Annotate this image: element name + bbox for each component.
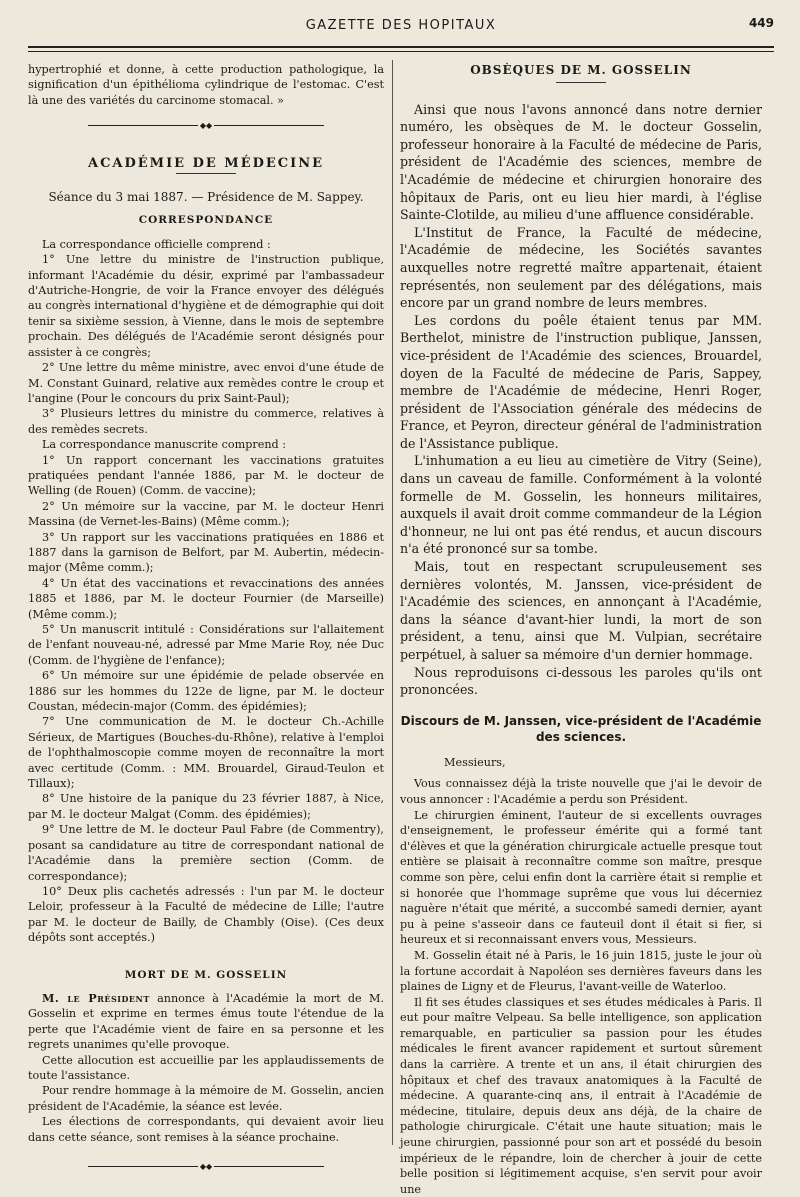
list-item: La correspondance manuscrite comprend : — [42, 438, 287, 452]
article-paragraph: Ainsi que nous l'avons annoncé dans notre dernier numéro, les obsèques de M. le docteur Gosselin, professeur honoraire à la Faculté de médecine de Paris, président de l'Académie des sciences, membre de l'Académie de médecine et chirurgien honoraire des hôpitaux de Paris, ont eu lieu hier mardi, à l'église Sainte-Clotilde, au milieu d'une affluence considérable. — [400, 101, 762, 223]
discours-paragraph: Il fit ses études classiques et ses études médicales à Paris. Il eut pour maître Velpeau. Sa belle intelligence, son application remarquable, en particulier sa passion pour les études médicales le firent avancer rapidement et surtout sûrement dans la carrière. A trente et un ans, il était chirurgien des hôpitaux et chef des travaux anatomiques à la Faculté de médecine. A quarante-cinq ans, il entrait à l'Académie de médecine, titulaire, depuis deux ans déjà, de la chaire de pathologie chirurgicale. C'était une haute situation; mais le jeune chirurgien, passionné pour son art et possédé du besoin impérieux de le répandre, loin de chercher à jouir de cette belle position si légitimement acquise, s'en servit pour avoir une — [400, 995, 762, 1196]
list-item: 5° Un manuscrit intitulé : Considérations sur l'allaitement de l'enfant nouveau-né, adressé par Mme Marie Roy, née Duc (Comm. de l'hygiène de l'enfance); — [28, 623, 384, 667]
ornament-divider: ◆◆ — [28, 118, 384, 133]
journal-title: GAZETTE DES HOPITAUX — [305, 18, 497, 33]
mort-heading: MORT DE M. GOSSELIN — [124, 968, 288, 981]
correspondance-heading: CORRESPONDANCE — [138, 214, 274, 227]
article-paragraph: Mais, tout en respectant scrupuleusement ses dernières volontés, M. Janssen, vice-président de l'Académie des sciences, en annonçant à l'Académie, dans la séance d'avant-hier lundi, la mort de son président, a tenu, ainsi que M. Vulpian, secrétaire perpétuel, à saluer sa mémoire d'un dernier hommage. — [400, 559, 762, 662]
title-underline — [176, 173, 236, 174]
discours-body — [400, 755, 762, 1197]
discours-paragraph: Vous connaissez déjà la triste nouvelle que j'ai le devoir de vous annoncer : l'Académie a perdu son Président. — [400, 777, 762, 806]
article-paragraph: Les cordons du poêle étaient tenus par MM. Berthelot, ministre de l'instruction publique, Janssen, vice-président de l'Académie des sciences, Brouardel, doyen de la Faculté de médecine de Paris, Sappey, membre de l'Académie de médecine, Henri Roger, président de l'Association générale des médecins de France, et Peyron, directeur général de l'administration de l'Assistance publique. — [400, 312, 762, 451]
article-paragraph: L'Institut de France, la Faculté de médecine, l'Académie de médecine, les Sociétés savantes auxquelles notre regretté maître appartenait, étaient représentés, non seulement par des délégations, mais encore par un grand nombre de leurs membres. — [400, 224, 762, 311]
list-item: 7° Une communication de M. le docteur Ch.-Achille Sérieux, de Martigues (Bouches-du-Rhône), relative à l'emploi de l'ophthalmoscopie comme moyen de reconnaître la mort avec certitude (Comm. : MM. Brouardel, Giraud-Teulon et Tillaux); — [28, 715, 384, 791]
left-column — [28, 62, 384, 1186]
discours-heading: Discours de M. Janssen, vice-président de l'Académie des sciences. — [400, 713, 762, 744]
list-item: La correspondance officielle comprend : — [42, 237, 271, 251]
page-header — [28, 10, 774, 48]
obseques-heading: OBSÈQUES DE M. GOSSELIN — [470, 63, 692, 77]
list-item: 1° Une lettre du ministre de l'instruction publique, informant l'Académie du désir, exprimé par l'ambassadeur d'Autriche-Hongrie, de voir la France envoyer des délégués au congrès international d'hygiène et de démographie qui doit tenir sa sixième session, à Vienne, dans le mois de septembre prochain. Des délégués de l'Académie seront désignés pour assister à ce congrès; — [28, 253, 384, 359]
list-item: 4° Un état des vaccinations et revaccinations des années 1885 et 1886, par M. le docteur Fournier (de Marseille) (Même comm.); — [28, 576, 384, 621]
list-item: 3° Plusieurs lettres du ministre du commerce, relatives à des remèdes secrets. — [28, 407, 384, 436]
mort-paragraph — [28, 991, 384, 1053]
right-column — [400, 62, 762, 1197]
mort-paragraph: Cette allocution est accueillie par les applaudissements de toute l'assistance. — [28, 1053, 384, 1082]
header-rule-thick — [28, 46, 774, 48]
intro-paragraph: hypertrophié et donne, à cette production pathologique, la signification d'un épithélioma cylindrique de l'estomac. C'est là une des variétés du carcinome stomacal. » — [28, 63, 384, 107]
list-item: 6° Un mémoire sur une épidémie de pelade observée en 1886 sur les hommes du 122e de ligne, par M. le docteur Coustan, médecin-major (Comm. des épidémies); — [28, 669, 384, 714]
discours-paragraph: M. Gosselin était né à Paris, le 16 juin 1815, juste le jour où la fortune accordait à Napoléon ses dernières faveurs dans les plaines de Ligny et de Fleurus, l'avant-veille de Waterloo. — [400, 948, 762, 994]
list-item: 2° Une lettre du même ministre, avec envoi d'une étude de M. Constant Guinard, relative aux remèdes contre le croup et l'angine (Pour le concours du prix Saint-Paul); — [28, 361, 384, 405]
salutation: Messieurs, — [444, 755, 506, 769]
title-underline — [556, 82, 606, 83]
article-paragraph: L'inhumation a eu lieu au cimetière de Vitry (Seine), dans un caveau de famille. Conformément à la volonté formelle de M. Gosselin, les honneurs militaires, auxquels il avait droit comme commandeur de la Légion d'honneur, ne lui ont pas été rendus, et aucun discours n'a été prononcé sur sa tombe. — [400, 453, 762, 557]
ornament-divider-bottom: ◆◆ — [28, 1159, 384, 1174]
list-item: 8° Une histoire de la panique du 23 février 1887, à Nice, par M. le docteur Malgat (Comm. des épidémies); — [28, 792, 384, 821]
header-rule-thin — [28, 51, 774, 52]
mort-paragraph: Pour rendre hommage à la mémoire de M. Gosselin, ancien président de l'Académie, la séance est levée. — [28, 1084, 384, 1113]
section-title: ACADÉMIE DE MÉDECINE — [87, 155, 324, 171]
list-item: 1° Un rapport concernant les vaccinations gratuites pratiquées pendant l'année 1886, par M. le docteur de Welling (de Rouen) (Comm. de vaccine); — [28, 453, 384, 498]
list-item: 3° Un rapport sur les vaccinations pratiquées en 1886 et 1887 dans la garnison de Belfort, par M. Aubertin, médecin-major (Même comm.); — [28, 530, 384, 575]
page-number: 449 — [748, 16, 774, 30]
seance-line: Séance du 3 mai 1887. — Présidence de M. Sappey. — [48, 190, 364, 205]
list-item: 2° Un mémoire sur la vaccine, par M. le docteur Henri Massina (de Vernet-les-Bains) (Même comm.); — [28, 499, 384, 529]
mort-paragraph: Les élections de correspondants, qui devaient avoir lieu dans cette séance, sont remises à la séance prochaine. — [28, 1115, 384, 1144]
article-paragraph: Nous reproduisons ci-dessous les paroles qu'ils ont prononcées. — [400, 664, 762, 698]
list-item: 9° Une lettre de M. le docteur Paul Fabre (de Commentry), posant sa candidature au titre de correspondant national de l'Académie dans la première section (Comm. de correspondance); — [28, 823, 384, 883]
column-divider — [392, 60, 393, 1145]
discours-paragraph: Le chirurgien éminent, l'auteur de si excellents ouvrages d'enseignement, le professeur émérite qui a formé tant d'élèves et que la génération chirurgicale actuelle presque tout entière se plaisait à reconnaître comme son maître, presque comme son père, celui enfin dont la carrière était si remplie et si honorée que l'hommage suprême que vous lui décerniez naguère n'était que mérité, a succombé samedi dernier, ayant pu à peine s'asseoir dans ce fauteuil dont il était si fier, si heureux et si reconnaissant envers vous, Messieurs. — [400, 808, 762, 947]
mort-text: annonce à l'Académie la mort de M. Gosselin et exprime en termes émus toute l'étendue de la perte que l'Académie vient de faire en sa personne et les regrets unanimes qu'elle provoque. — [28, 991, 384, 1052]
correspondance-list — [28, 237, 384, 946]
list-item: 10° Deux plis cachetés adressés : l'un par M. le docteur Leloir, professeur à la Faculté de médecine de Lille; l'autre par M. le docteur de Bailly, de Chambly (Oise). (Ces deux dépôts sont acceptés.) — [28, 884, 384, 945]
president-label: M. le Président — [42, 990, 150, 1005]
